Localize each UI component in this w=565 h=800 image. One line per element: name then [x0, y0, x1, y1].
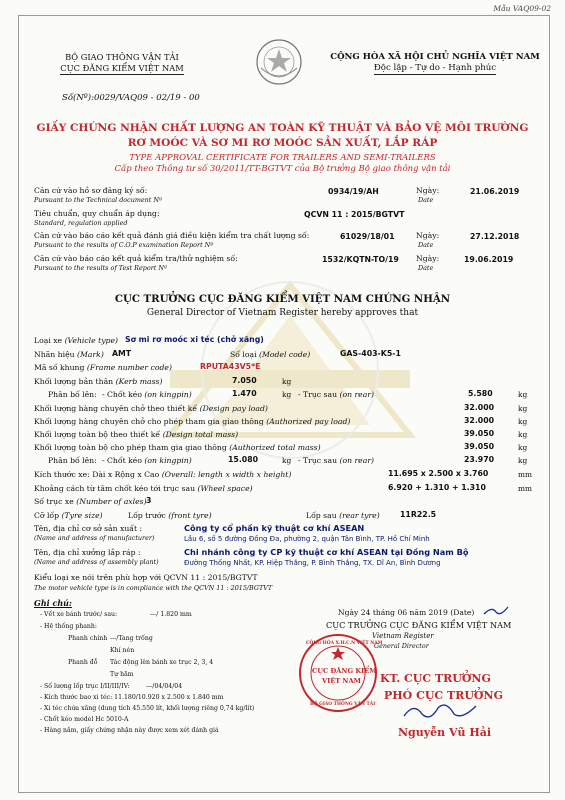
signer-kt: KT. CỤC TRƯỞNG	[380, 672, 491, 685]
ref-date: 19.06.2019	[464, 255, 514, 264]
agency-name: CỤC ĐĂNG KIỂM VIỆT NAM	[60, 63, 184, 73]
ref-sub: Pursuant to the results of C.O.P examination Report Nº	[34, 241, 214, 249]
note-line: - Hệ thống phanh:	[40, 623, 97, 630]
mass-row-value: 39.050	[464, 429, 495, 438]
ref-date-label: Ngày:	[416, 231, 440, 240]
axles-value: 3	[146, 496, 152, 505]
note-value: Tự hãm	[110, 671, 134, 678]
header-left	[42, 52, 202, 75]
note-value: Khí nén	[110, 647, 135, 654]
axles-label: Số trục xe (Number of axles)	[34, 497, 147, 506]
mass-row-label: Khối lượng toàn bộ cho phép tham gia giao thông (Authorized total mass)	[34, 443, 321, 452]
motto: Độc lập - Tự do - Hạnh phúc	[373, 63, 497, 73]
note-line: Phanh chính	[68, 635, 108, 642]
front-tyre-label: Lốp trước (front tyre)	[128, 511, 212, 520]
mass-row-unit: kg	[518, 443, 528, 452]
frame-value: RPUTA43V5*E	[200, 362, 261, 371]
rear-tyre-label: Lốp sau (rear tyre)	[306, 511, 380, 520]
kerb-value: 7.050	[232, 376, 257, 385]
signer-title-en2: General Director	[374, 642, 429, 650]
seal-center-line1: CỤC ĐĂNG KIỂM	[312, 667, 377, 675]
note-line: - Vết xe bánh trước/ sau:	[40, 611, 118, 618]
compliance-vn: Kiểu loại xe nói trên phù hợp với QCVN 11 : 2015/BGTVT	[34, 573, 258, 582]
model-label: Số loại (Model code)	[230, 350, 311, 359]
seal-bottom-text: BỘ GIAO THÔNG VẬN TẢI	[310, 702, 376, 707]
dimensions-value: 11.695 x 2.500 x 3.760	[388, 469, 489, 478]
mark-label: Nhãn hiệu (Mark)	[34, 350, 104, 359]
signer-name: Nguyễn Vũ Hải	[398, 726, 492, 739]
tyre-label: Cỡ lốp (Tyre size)	[34, 511, 103, 520]
note-line: Phanh đỗ	[68, 659, 98, 666]
note-value: ---/ 1.820 mm	[150, 611, 192, 618]
certificate-title-line2: RƠ MOÓC VÀ SƠ MI RƠ MOÓC SẢN XUẤT, LẮP RÁP	[127, 137, 438, 149]
rear2-value: 23.970	[464, 455, 495, 464]
kingpin-dist-label: Phân bố lên:	[48, 390, 97, 399]
vehicle-type-value: Sơ mi rơ moóc xi téc (chở xăng)	[125, 335, 264, 344]
note-value: ---/04/04/04	[146, 683, 183, 690]
compliance-en: The motor vehicle type is in compliance with the QCVN 11 : 2015/BGTVT	[34, 584, 273, 592]
country-name: CỘNG HÒA XÃ HỘI CHỦ NGHĨA VIỆT NAM	[330, 52, 540, 62]
plant-name: Chi nhánh công ty CP kỹ thuật cơ khí ASEAN tại Đồng Nam Bộ	[184, 547, 469, 557]
notes-title: Ghi chú:	[34, 598, 72, 608]
kingpin2-dist-label: Phân bố lên:	[48, 456, 97, 465]
frame-label: Mã số khung (Frame number code)	[34, 363, 172, 372]
handwritten-signature-icon	[400, 700, 480, 722]
note-line: - Chốt kéo model Hc 5010-A	[40, 716, 129, 723]
mass-row-label: Khối lượng hàng chuyên chở theo thiết kế (Design pay load)	[34, 404, 268, 413]
ref-date: 27.12.2018	[470, 232, 520, 241]
ref-value: 61029/18/01	[340, 232, 395, 241]
ref-date-sub: Date	[418, 264, 434, 272]
ref-value: 1532/KQTN-TO/19	[322, 255, 399, 264]
manufacturer-label: Tên, địa chỉ cơ sở sản xuất :	[34, 524, 143, 533]
mass-row-unit: kg	[518, 417, 528, 426]
signer-deputy: PHÓ CỤC TRƯỞNG	[384, 689, 503, 702]
issue-date: Ngày 24 tháng 06 năm 2019 (Date)	[338, 608, 475, 617]
form-code: Mẫu VAQ09-02	[493, 4, 551, 13]
rear2-unit: kg	[518, 456, 528, 465]
rear-axle-unit: kg	[518, 390, 528, 399]
rear2-label: - Trục sau (on rear)	[298, 456, 374, 465]
ref-sub: Pursuant to the Technical document Nº	[34, 196, 162, 204]
national-emblem-icon	[255, 38, 303, 86]
mass-row-label: Khối lượng toàn bộ theo thiết kế (Design total mass)	[34, 430, 239, 439]
ref-label: Căn cứ vào báo cáo kết quả đánh giá điều kiện kiểm tra chất lượng số:	[34, 231, 310, 240]
ref-sub: Pursuant to the results of Test Report Nº	[34, 264, 167, 272]
signer-title-en1: Vietnam Register	[372, 632, 434, 640]
plant-label: Tên, địa chỉ xưởng lắp ráp :	[34, 548, 141, 557]
manufacturer-sub: (Name and address of manufacturer)	[34, 534, 155, 542]
initial-mark-icon	[482, 604, 510, 618]
kingpin-label: - Chốt kéo (on kingpin)	[102, 390, 192, 399]
plant-address: Đường Thống Nhất, KP. Hiệp Thắng, P. Bình Thắng, TX. Dĩ An, Bình Dương	[184, 559, 441, 567]
document-number: Số(Nº):0029/VAQ09 - 02/19 - 00	[62, 93, 200, 103]
ref-value: QCVN 11 : 2015/BGTVT	[304, 210, 405, 219]
signer-title-vn: CỤC TRƯỞNG CỤC ĐĂNG KIỂM VIỆT NAM	[326, 620, 512, 630]
mark-value: AMT	[112, 349, 132, 358]
seal-center-line2: VIỆT NAM	[322, 677, 361, 685]
dimensions-unit: mm	[518, 470, 533, 479]
note-line: - Hàng năm, giấy chứng nhận này được xem xét đánh giá	[40, 727, 219, 734]
wheel-space-value: 6.920 + 1.310 + 1.310	[388, 483, 486, 492]
note-value: Tác động lên bánh xe trục 2, 3, 4	[110, 659, 214, 666]
ref-date: 21.06.2019	[470, 187, 520, 196]
ministry-name: BỘ GIAO THÔNG VẬN TẢI	[65, 52, 179, 62]
note-value: ---/Tang trống	[110, 635, 153, 642]
certifying-authority: CỤC TRƯỞNG CỤC ĐĂNG KIỂM VIỆT NAM CHỨNG NHẬN	[114, 293, 451, 305]
mass-row-unit: kg	[518, 404, 528, 413]
kingpin-unit: kg	[282, 390, 292, 399]
ref-date-label: Ngày:	[416, 186, 440, 195]
mass-row-value: 39.050	[464, 442, 495, 451]
ref-date-label: Ngày:	[416, 254, 440, 263]
dimensions-label: Kích thước xe: Dài x Rộng x Cao (Overall: length x width x height)	[34, 470, 292, 479]
mass-row-value: 32.000	[464, 403, 495, 412]
ref-label: Căn cứ vào báo cáo kết quả kiểm tra/thử nghiệm số:	[34, 254, 238, 263]
ref-date-sub: Date	[418, 241, 434, 249]
certificate-title-line1: GIẤY CHỨNG NHẬN CHẤT LƯỢNG AN TOÀN KỸ THUẬT VÀ BẢO VỆ MÔI TRƯỜNG	[36, 122, 529, 134]
certifying-authority-en: General Director of Vietnam Register hereby approves that	[146, 308, 419, 318]
kingpin2-value: 15.080	[228, 455, 259, 464]
ref-label: Căn cứ vào hồ sơ đăng ký số:	[34, 186, 148, 195]
vehicle-type-label: Loại xe (Vehicle type)	[34, 336, 119, 345]
ref-label: Tiêu chuẩn, quy chuẩn áp dụng:	[34, 209, 160, 218]
kerb-unit: kg	[282, 377, 292, 386]
ref-sub: Standard, regulation applied	[34, 219, 128, 227]
rear-axle-label: - Trục sau (on rear)	[298, 390, 374, 399]
mass-row-label: Khối lượng hàng chuyên chở cho phép tham gia giao thông (Authorized pay load)	[34, 417, 351, 426]
note-line: - Kích thước bao xi téc: 11.180/10.920 x 2.500 x 1.840 mm	[40, 694, 224, 701]
rear-tyre-value: 11R22.5	[400, 510, 437, 519]
header-right	[325, 52, 545, 75]
ref-date-sub: Date	[418, 196, 434, 204]
kerb-label: Khối lượng bản thân (Kerb mass)	[34, 377, 163, 386]
manufacturer-name: Công ty cổ phần kỹ thuật cơ khí ASEAN	[184, 523, 365, 533]
plant-sub: (Name and address of assembly plant)	[34, 558, 159, 566]
model-value: GAS-403-K5-1	[340, 349, 401, 358]
mass-row-unit: kg	[518, 430, 528, 439]
wheel-space-label: Khoảng cách từ tâm chốt kéo tới trục sau (Wheel space)	[34, 484, 253, 493]
kingpin2-unit: kg	[282, 456, 292, 465]
manufacturer-address: Lầu 6, số 5 đường Đồng Đa, phường 2, quận Tân Bình, TP. Hồ Chí Minh	[184, 535, 430, 543]
certificate-basis: Cấp theo Thông tư số 30/2011/TT-BGTVT của Bộ trưởng Bộ giao thông vận tải	[114, 164, 451, 174]
seal-ring-text: CỘNG HÒA X.H.C.N VIỆT NAM	[306, 641, 383, 646]
note-line: - Số lượng lốp trục I/II/III/IV:	[40, 683, 130, 690]
kingpin-value: 1.470	[232, 389, 257, 398]
ref-value: 0934/19/AH	[328, 187, 379, 196]
kingpin2-label: - Chốt kéo (on kingpin)	[102, 456, 192, 465]
certificate-title-en: TYPE APPROVAL CERTIFICATE FOR TRAILERS AND SEMI-TRAILERS	[129, 153, 436, 163]
note-line: - Xi téc chứa xăng (dung tích 45.550 lít, khối lượng riêng 0,74 kg/lít)	[40, 705, 255, 712]
wheel-space-unit: mm	[518, 484, 533, 493]
mass-row-value: 32.000	[464, 416, 495, 425]
rear-axle-value: 5.580	[468, 389, 493, 398]
